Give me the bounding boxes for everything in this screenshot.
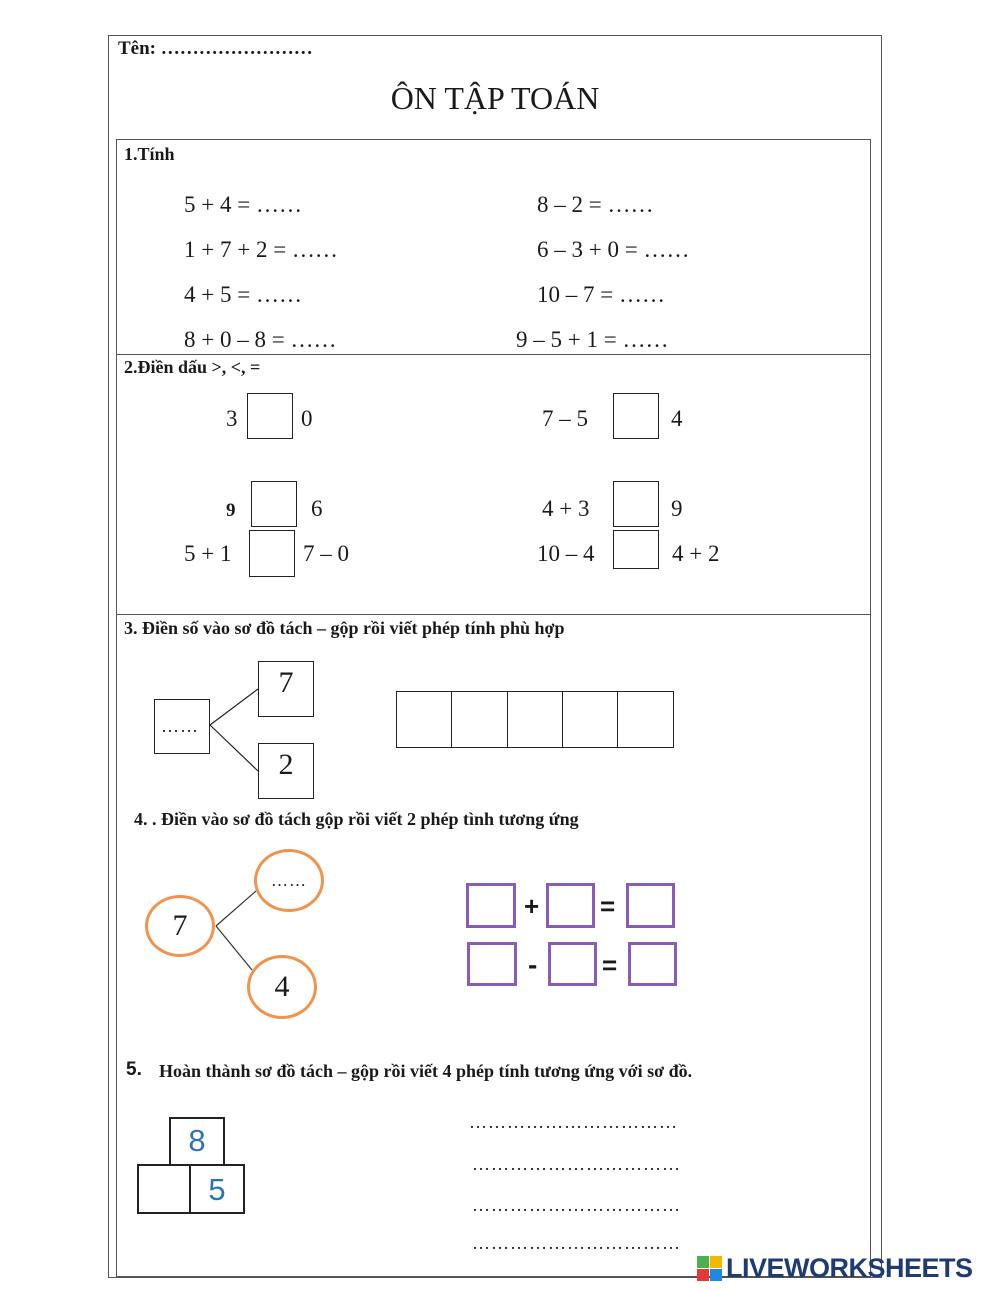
compare-2-right: 4 — [671, 406, 683, 431]
compare-1-right: 0 — [301, 406, 313, 431]
exercise-1-2: 1 + 7 + 2 = …… — [184, 237, 338, 262]
section2-heading: 2.Điền dấu >, <, = — [124, 357, 261, 377]
section4-part1-circle[interactable] — [254, 849, 324, 912]
section3-equation-cell-1[interactable] — [396, 691, 452, 748]
section1-heading: 1.Tính — [124, 144, 175, 164]
exercise-1-5: 8 – 2 = …… — [537, 192, 654, 217]
minus-sign: - — [528, 949, 538, 980]
section5-left-box[interactable] — [137, 1164, 192, 1214]
section5-number: 5. — [126, 1059, 142, 1080]
exercise-1-1: 5 + 4 = …… — [184, 192, 302, 217]
section3-equation-cell-5[interactable] — [617, 691, 674, 748]
page-title: ÔN TẬP TOÁN — [390, 80, 600, 116]
section4-heading: 4. . Điền vào sơ đồ tách gộp rồi viết 2 phép tình tương ứng — [134, 809, 579, 829]
section4-addition-box-1[interactable] — [466, 883, 516, 928]
section5-top-value: 8 — [188, 1123, 206, 1158]
compare-6-right: 4 + 2 — [672, 541, 720, 566]
answer-line-1[interactable]: …………………………… — [469, 1112, 678, 1132]
compare-6-left: 10 – 4 — [537, 541, 595, 566]
section4-subtraction-result-box[interactable] — [628, 942, 677, 986]
compare-4-right: 9 — [671, 496, 683, 521]
liveworksheets-brand: LIVEWORKSHEETS — [726, 1253, 973, 1283]
section4-whole-circle — [145, 895, 215, 957]
name-field-label: Tên: …………………… — [118, 38, 313, 59]
plus-sign: + — [524, 891, 540, 921]
section5-right-value: 5 — [208, 1172, 226, 1207]
answer-line-2[interactable]: …………………………… — [472, 1154, 681, 1174]
answer-line-3[interactable]: …………………………… — [472, 1195, 681, 1215]
compare-4-left: 4 + 3 — [542, 496, 590, 521]
section3-equation-cell-4[interactable] — [562, 691, 618, 748]
liveworksheets-logo-icon — [697, 1256, 723, 1282]
compare-2-left: 7 – 5 — [542, 406, 588, 431]
section3-whole-value: …… — [161, 716, 199, 736]
exercise-1-3: 4 + 5 = …… — [184, 282, 302, 307]
section3-heading: 3. Điền số vào sơ đồ tách – gộp rồi viết phép tính phù hợp — [124, 618, 565, 638]
compare-5-left: 5 + 1 — [184, 541, 232, 566]
section3-equation-cell-2[interactable] — [451, 691, 508, 748]
compare-3-left: 9 — [226, 500, 236, 521]
section4-whole-value: 7 — [172, 909, 188, 942]
compare-1-left: 3 — [226, 406, 238, 431]
section4-part2-value: 4 — [274, 970, 290, 1003]
section3-part2-value: 2 — [278, 748, 294, 781]
section5-heading: Hoàn thành sơ đồ tách – gộp rồi viết 4 phép tính tương ứng với sơ đồ. — [159, 1061, 693, 1081]
equals-sign: = — [600, 891, 616, 921]
compare-5-right: 7 – 0 — [303, 541, 349, 566]
exercise-1-4: 8 + 0 – 8 = …… — [184, 327, 337, 352]
section4-part2-circle — [247, 955, 317, 1019]
exercise-1-8: 9 – 5 + 1 = …… — [516, 327, 669, 352]
section4-subtraction-box-1[interactable] — [467, 942, 517, 986]
exercise-1-7: 10 – 7 = …… — [537, 282, 665, 307]
section4-subtraction-box-2[interactable] — [548, 942, 597, 986]
section4-part1-value: …… — [271, 870, 307, 890]
section4-addition-result-box[interactable] — [626, 883, 675, 928]
compare-3-right: 6 — [311, 496, 323, 521]
section3-part1-value: 7 — [278, 666, 294, 699]
answer-line-4[interactable]: …………………………… — [472, 1233, 681, 1253]
equals-sign: = — [602, 950, 618, 980]
exercise-1-6: 6 – 3 + 0 = …… — [537, 237, 690, 262]
section3-equation-cell-3[interactable] — [507, 691, 563, 748]
section4-addition-box-2[interactable] — [546, 883, 595, 928]
